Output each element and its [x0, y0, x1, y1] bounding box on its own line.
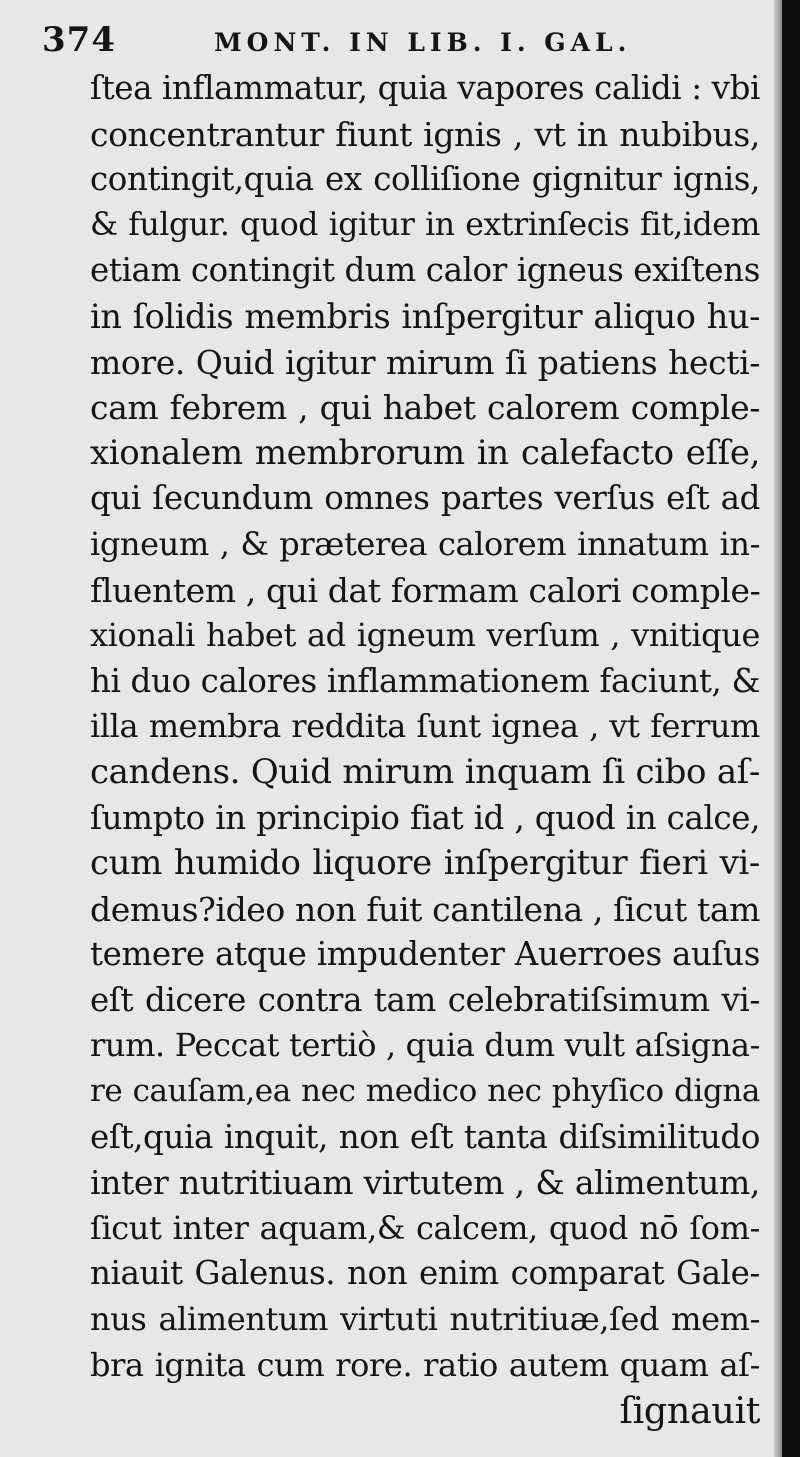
text-line: ſumpto in principio fiat id , quod in calce, [90, 798, 760, 837]
text-line: & fulgur. quod igitur in extrinſecis fit,idem [90, 206, 760, 243]
text-line: illa membra reddita ſunt ignea , vt ferrum [90, 707, 760, 746]
text-line: in ſolidis membris inſpergitur aliquo hu- [90, 296, 760, 336]
text-line: xionalem membrorum in calefacto eſſe, [90, 432, 760, 473]
text-line: nus alimentum virtuti nutritiuæ,ſed mem- [90, 1300, 760, 1339]
text-line: bra ignita cum rore. ratio autem quam aſ- [90, 1345, 760, 1384]
text-line: niauit Galenus. non enim comparat Gale- [90, 1254, 760, 1293]
text-line: re cauſam,ea nec medico nec phyſico digna [90, 1073, 760, 1110]
body-text [90, 66, 760, 1434]
text-line: etiam contingit dum calor igneus exiſtens [90, 251, 760, 290]
catchword: ſignauit [619, 1389, 760, 1433]
text-line: contingit,quia ex colliſione gignitur ignis, [90, 160, 760, 199]
text-line: demus?ideo non fuit cantilena , ſicut tam [90, 889, 760, 929]
text-line: rum. Peccat tertiò , quia dum vult aſsigna- [90, 1026, 760, 1065]
text-line: fluentem , qui dat formam calori comple- [90, 570, 761, 610]
text-line: igneum , & præterea calorem innatum in- [90, 524, 760, 563]
text-line: cam febrem , qui habet calorem comple- [90, 388, 760, 428]
text-line: ſtea inflammatur, quia vapores calidi : vbi [90, 69, 761, 107]
text-line: cum humido liquore inſpergitur fieri vi- [90, 843, 760, 884]
text-line: ſicut inter aquam,& calcem, quod nō ſom- [90, 1208, 760, 1247]
text-line: more. Quid igitur mirum ſi patiens hecti- [90, 342, 760, 382]
running-head [42, 14, 742, 64]
running-title: MONT. IN LIB. I. GAL. [214, 28, 632, 57]
page-number: 374 [42, 20, 116, 60]
text-line: candens. Quid mirum inquam ſi cibo aſ- [90, 751, 760, 792]
text-line: eſt,quia inquit, non eſt tanta diſsimilitudo [90, 1117, 760, 1156]
text-line: inter nutritiuam virtutem , & alimentum, [90, 1163, 760, 1203]
text-line: concentrantur fiunt ignis , vt in nubibus, [90, 114, 760, 154]
text-line: eſt dicere contra tam celebratiſsimum vi- [90, 980, 760, 1019]
text-line: temere atque impudenter Auerroes auſus [90, 935, 760, 974]
text-line: xionali habet ad igneum verſum , vnitique [90, 616, 760, 655]
text-line: qui ſecundum omnes partes verſus eſt ad [90, 479, 760, 518]
text-line: hi duo calores inflammationem faciunt, & [90, 661, 760, 700]
